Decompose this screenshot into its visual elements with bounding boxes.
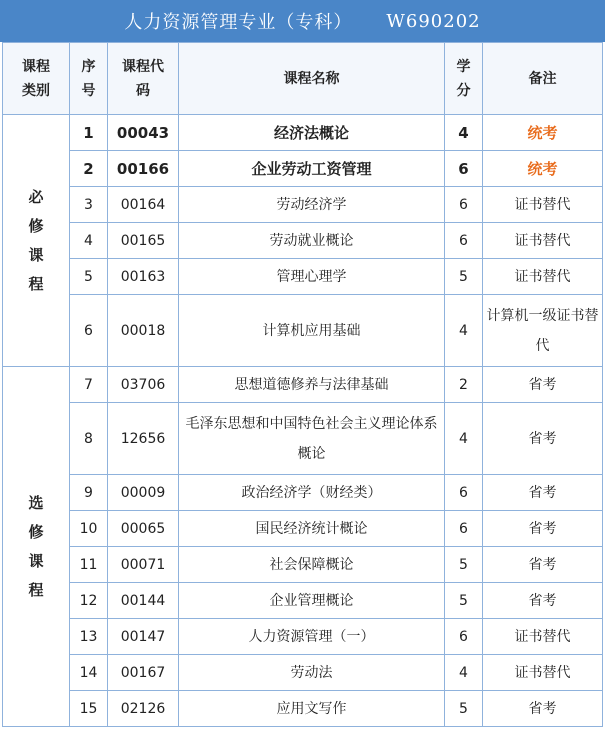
cell-code: 00166: [108, 151, 179, 187]
cell-code: 00165: [108, 223, 179, 259]
cell-credits: 6: [445, 511, 483, 547]
cell-remark: 省考: [483, 403, 603, 475]
category-required: [3, 115, 70, 367]
cell-credits: 6: [445, 619, 483, 655]
header-category: [3, 43, 70, 115]
cell-seq: 7: [70, 367, 108, 403]
cell-name: 应用文写作: [179, 691, 445, 727]
cell-remark: 证书替代: [483, 259, 603, 295]
cell-name: 政治经济学（财经类）: [179, 475, 445, 511]
cell-code: 00167: [108, 655, 179, 691]
cell-remark: 统考: [483, 115, 603, 151]
cell-name: 劳动就业概论: [179, 223, 445, 259]
major-title: 人力资源管理专业（专科）: [124, 12, 353, 33]
table-row: [3, 511, 603, 547]
cell-seq: 3: [70, 187, 108, 223]
cell-code: 03706: [108, 367, 179, 403]
cell-credits: 5: [445, 691, 483, 727]
table-row: [3, 655, 603, 691]
header-credits-line2: 分: [456, 82, 471, 99]
cell-remark: 证书替代: [483, 187, 603, 223]
cell-seq: 6: [70, 295, 108, 367]
table-row: [3, 403, 603, 475]
cell-remark: 证书替代: [483, 223, 603, 259]
category-char: 选: [28, 493, 44, 512]
cell-seq: 10: [70, 511, 108, 547]
cell-credits: 6: [445, 475, 483, 511]
cell-name: 管理心理学: [179, 259, 445, 295]
cell-name: 社会保障概论: [179, 547, 445, 583]
cell-credits: 4: [445, 115, 483, 151]
cell-seq: 5: [70, 259, 108, 295]
cell-name: 思想道德修养与法律基础: [179, 367, 445, 403]
header-credits-line1: 学: [456, 58, 471, 75]
table-row: [3, 259, 603, 295]
cell-credits: 6: [445, 151, 483, 187]
cell-name: 企业劳动工资管理: [179, 151, 445, 187]
cell-code: 00065: [108, 511, 179, 547]
table-row: [3, 223, 603, 259]
header-row: [3, 43, 603, 115]
header-category-line2: 类别: [22, 82, 50, 99]
cell-remark: 证书替代: [483, 619, 603, 655]
cell-name: 劳动法: [179, 655, 445, 691]
cell-seq: 4: [70, 223, 108, 259]
table-title-bar: [0, 0, 605, 42]
major-code: W690202: [386, 10, 481, 32]
cell-credits: 5: [445, 259, 483, 295]
cell-seq: 12: [70, 583, 108, 619]
cell-code: 00071: [108, 547, 179, 583]
cell-remark: 省考: [483, 547, 603, 583]
cell-remark: 省考: [483, 583, 603, 619]
cell-credits: 4: [445, 295, 483, 367]
cell-remark: 省考: [483, 367, 603, 403]
cell-name: 人力资源管理（一）: [179, 619, 445, 655]
cell-code: 00163: [108, 259, 179, 295]
cell-name: 企业管理概论: [179, 583, 445, 619]
cell-seq: 14: [70, 655, 108, 691]
course-table: [2, 42, 603, 727]
cell-code: 12656: [108, 403, 179, 475]
cell-code: 00144: [108, 583, 179, 619]
cell-code: 00147: [108, 619, 179, 655]
cell-remark: 证书替代: [483, 655, 603, 691]
header-remark: 备注: [483, 43, 603, 115]
cell-code: 00009: [108, 475, 179, 511]
cell-remark: 省考: [483, 511, 603, 547]
cell-code: 00043: [108, 115, 179, 151]
cell-seq: 15: [70, 691, 108, 727]
cell-seq: 1: [70, 115, 108, 151]
cell-credits: 6: [445, 187, 483, 223]
table-row: [3, 691, 603, 727]
cell-name: 计算机应用基础: [179, 295, 445, 367]
table-row: [3, 187, 603, 223]
header-seq-line2: 号: [81, 82, 96, 99]
cell-name: 劳动经济学: [179, 187, 445, 223]
table-row: [3, 295, 603, 367]
cell-seq: 11: [70, 547, 108, 583]
table-row: [3, 151, 603, 187]
cell-credits: 6: [445, 223, 483, 259]
category-char: 程: [28, 580, 44, 599]
category-char: 程: [28, 274, 44, 293]
header-category-line1: 课程: [22, 58, 50, 75]
cell-seq: 13: [70, 619, 108, 655]
header-credits: [445, 43, 483, 115]
header-code: [108, 43, 179, 115]
cell-credits: 5: [445, 547, 483, 583]
cell-credits: 4: [445, 655, 483, 691]
category-char: 修: [28, 216, 44, 235]
header-seq: [70, 43, 108, 115]
category-elective: [3, 367, 70, 727]
cell-name: 毛泽东思想和中国特色社会主义理论体系概论: [179, 403, 445, 475]
cell-seq: 2: [70, 151, 108, 187]
header-course-name: 课程名称: [179, 43, 445, 115]
cell-remark: 省考: [483, 691, 603, 727]
table-row: [3, 367, 603, 403]
category-char: 课: [28, 245, 44, 264]
cell-credits: 5: [445, 583, 483, 619]
header-seq-line1: 序: [81, 58, 96, 75]
category-char: 必: [28, 187, 44, 206]
header-code-line1: 课程代: [122, 58, 164, 75]
cell-name: 国民经济统计概论: [179, 511, 445, 547]
table-row: [3, 547, 603, 583]
cell-code: 02126: [108, 691, 179, 727]
cell-remark: 计算机一级证书替代: [483, 295, 603, 367]
cell-seq: 8: [70, 403, 108, 475]
cell-credits: 2: [445, 367, 483, 403]
cell-remark: 统考: [483, 151, 603, 187]
cell-credits: 4: [445, 403, 483, 475]
cell-code: 00164: [108, 187, 179, 223]
cell-remark: 省考: [483, 475, 603, 511]
header-code-line2: 码: [136, 82, 150, 99]
table-row: [3, 115, 603, 151]
category-char: 修: [28, 522, 44, 541]
category-char: 课: [28, 551, 44, 570]
table-row: [3, 475, 603, 511]
cell-seq: 9: [70, 475, 108, 511]
cell-name: 经济法概论: [179, 115, 445, 151]
table-row: [3, 619, 603, 655]
cell-code: 00018: [108, 295, 179, 367]
table-row: [3, 583, 603, 619]
